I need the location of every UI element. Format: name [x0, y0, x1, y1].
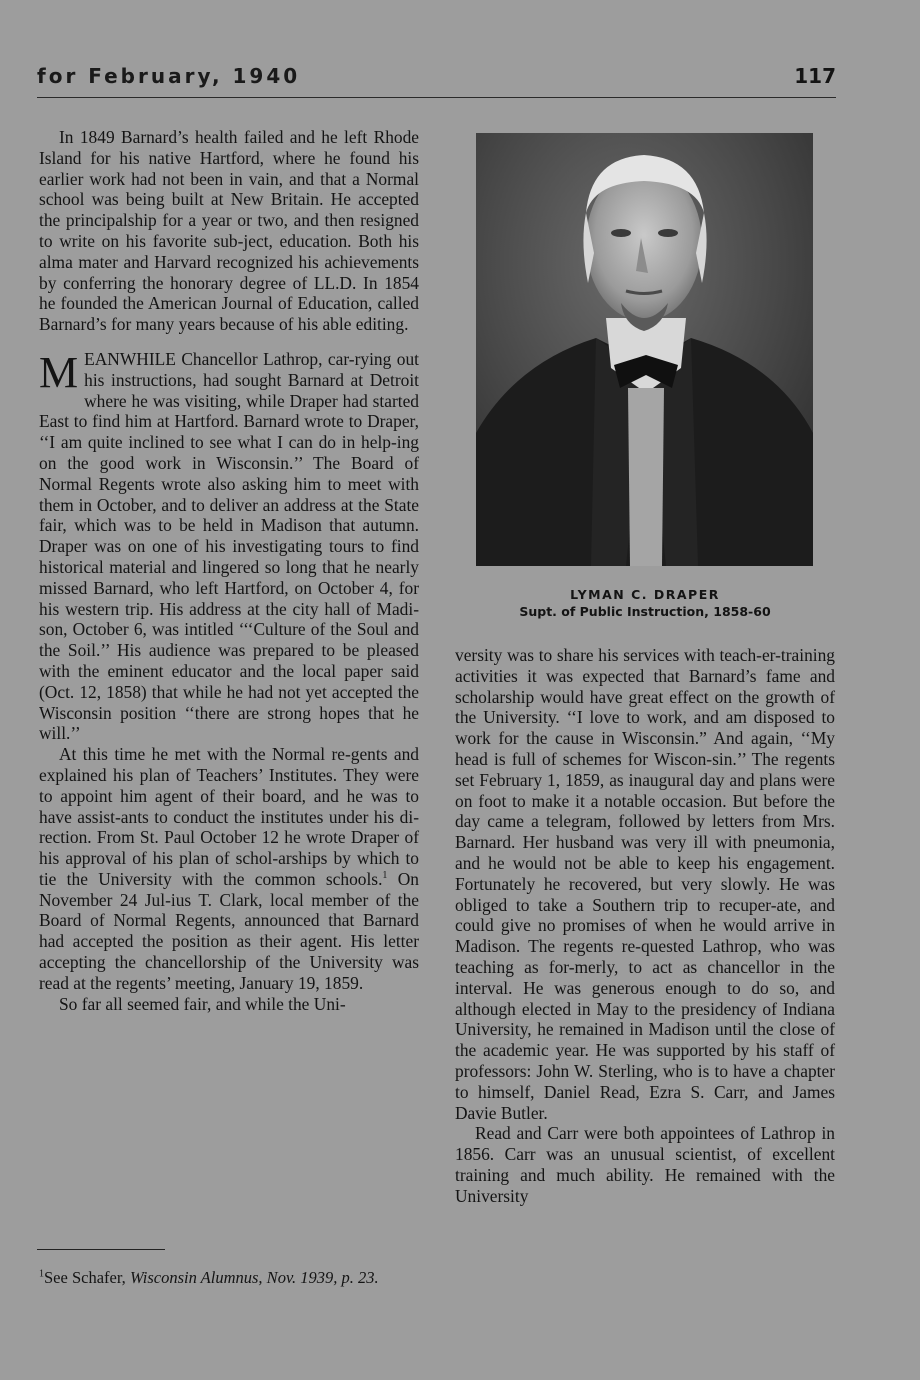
header-rule [37, 97, 836, 98]
paragraph-versity: versity was to share his services with teach-er-training activities it was expected that Barnard’s fame and scholarship would have great effect on the growth of the University. ‘‘I love to work, and am disposed to work for the cause in Wisconsin.” And again, ‘‘My head is full of schemes for Wiscon-sin.’’ The regents set February 1, 1859, as inaugural day and plans were on foot to make it a notable occasion. But before the day came a telegram, followed by letters from Mrs. Barnard. Her husband was very ill with pneumonia, and he would not be able to keep his engagement. Fortunately he recovered, but very slowly. He was obliged to take a Southern trip to recuper-ate, and could give no promises of when he would arrive in Madison. The regents re-quested Lathrop, who was teaching as for-merly, to act as chancellor in the interval. He was generous enough to do so, and although elected in May to the presidency of Indiana University, he remained in Madison until the close of the academic year. He was supported by his staff of professors: John W. Sterling, who is to have a chapter to himself, Daniel Read, Ezra S. Carr, and James Davie Butler. [455, 645, 835, 1123]
footnote-citation: Wisconsin Alumnus, Nov. 1939, p. 23. [129, 1268, 379, 1287]
footnote-reference: 1 [382, 870, 388, 882]
footnote [39, 1268, 419, 1289]
footnote-text: See Schafer, [44, 1268, 130, 1287]
paragraph-read-and-carr: Read and Carr were both appointees of Lathrop in 1856. Carr was an unusual scientist, of excellent training and much ability. He remained with the University [455, 1123, 835, 1206]
caption-name: LYMAN C. DRAPER [570, 587, 720, 602]
footnote-rule [37, 1249, 165, 1250]
paragraph-barnard-health: In 1849 Barnard’s health failed and he left Rhode Island for his native Hartford, where he found his earlier work had not been in vain, and that a Normal school was being built at New Britain. He accepted the principalship for a year or two, and then resigned to write on his favorite sub-ject, education. Both his alma mater and Harvard recognized his achievements by conferring the honorary degree of LL.D. In 1854 he founded the American Journal of Education, called Barnard’s for many years because of his able editing. [39, 127, 419, 335]
left-column [39, 127, 419, 1014]
paragraph-normal-regents-text-a: At this time he met with the Normal re-gents and explained his plan of Teachers’ Institutes. They were to appoint him agent of their board, and he was to have assist-ants to conduct the institutes under his di-rection. From St. Paul October 12 he wrote Draper of his approval of his plan of schol-arships by which to tie the University with the common schools. [39, 744, 419, 889]
page-number: 117 [794, 64, 836, 88]
portrait-image [476, 133, 813, 566]
caption-title: Supt. of Public Instruction, 1858-60 [519, 604, 771, 619]
paragraph-so-far: So far all seemed fair, and while the Uni- [59, 993, 346, 1014]
drop-cap: M [39, 347, 79, 397]
running-title: for February, 1940 [37, 64, 301, 88]
paragraph-normal-regents-text-b: On November 24 Jul-ius T. Clark, local member of the Board of Normal Regents, announced that Barnard had accepted the position as their agent. His letter accepting the chancellorship of the University was read at the regents’ meeting, January 19, 1859. [39, 868, 419, 993]
photo-caption [455, 586, 835, 620]
footnote-mark: 1 [39, 1268, 44, 1280]
paragraph-normal-regents [39, 744, 419, 994]
portrait-photo [476, 133, 813, 566]
paragraph-meanwhile [39, 349, 419, 744]
paragraph-meanwhile-text: EANWHILE Chancellor Lathrop, car-rying out his instructions, had sought Barnard at Detroit where he was visiting, while Draper had started East to find him at Hartford. Barnard wrote to Draper, ‘‘I am quite inclined to see what I can do in help-ing on the good work in Wisconsin.’’ The Board of Normal Regents wrote also asking him to meet with them in October, and to deliver an address at the State fair, which was to be held in Madison that autumn. Draper was on one of his investigating tours to find historical material and lingered so long that he nearly missed Barnard, who left Hartford, on October 4, for his western trip. His address at the city hall of Madi-son, October 6, was intitled ‘‘‘Culture of the Soul and the Soil.’’ His audience was prepared to be pleased with the eminent educator and the local paper said (Oct. 12, 1858) that while he had not yet accepted the Wisconsin position ‘‘there are strong hopes that he will.’’ [39, 348, 419, 744]
right-column [455, 645, 835, 1207]
